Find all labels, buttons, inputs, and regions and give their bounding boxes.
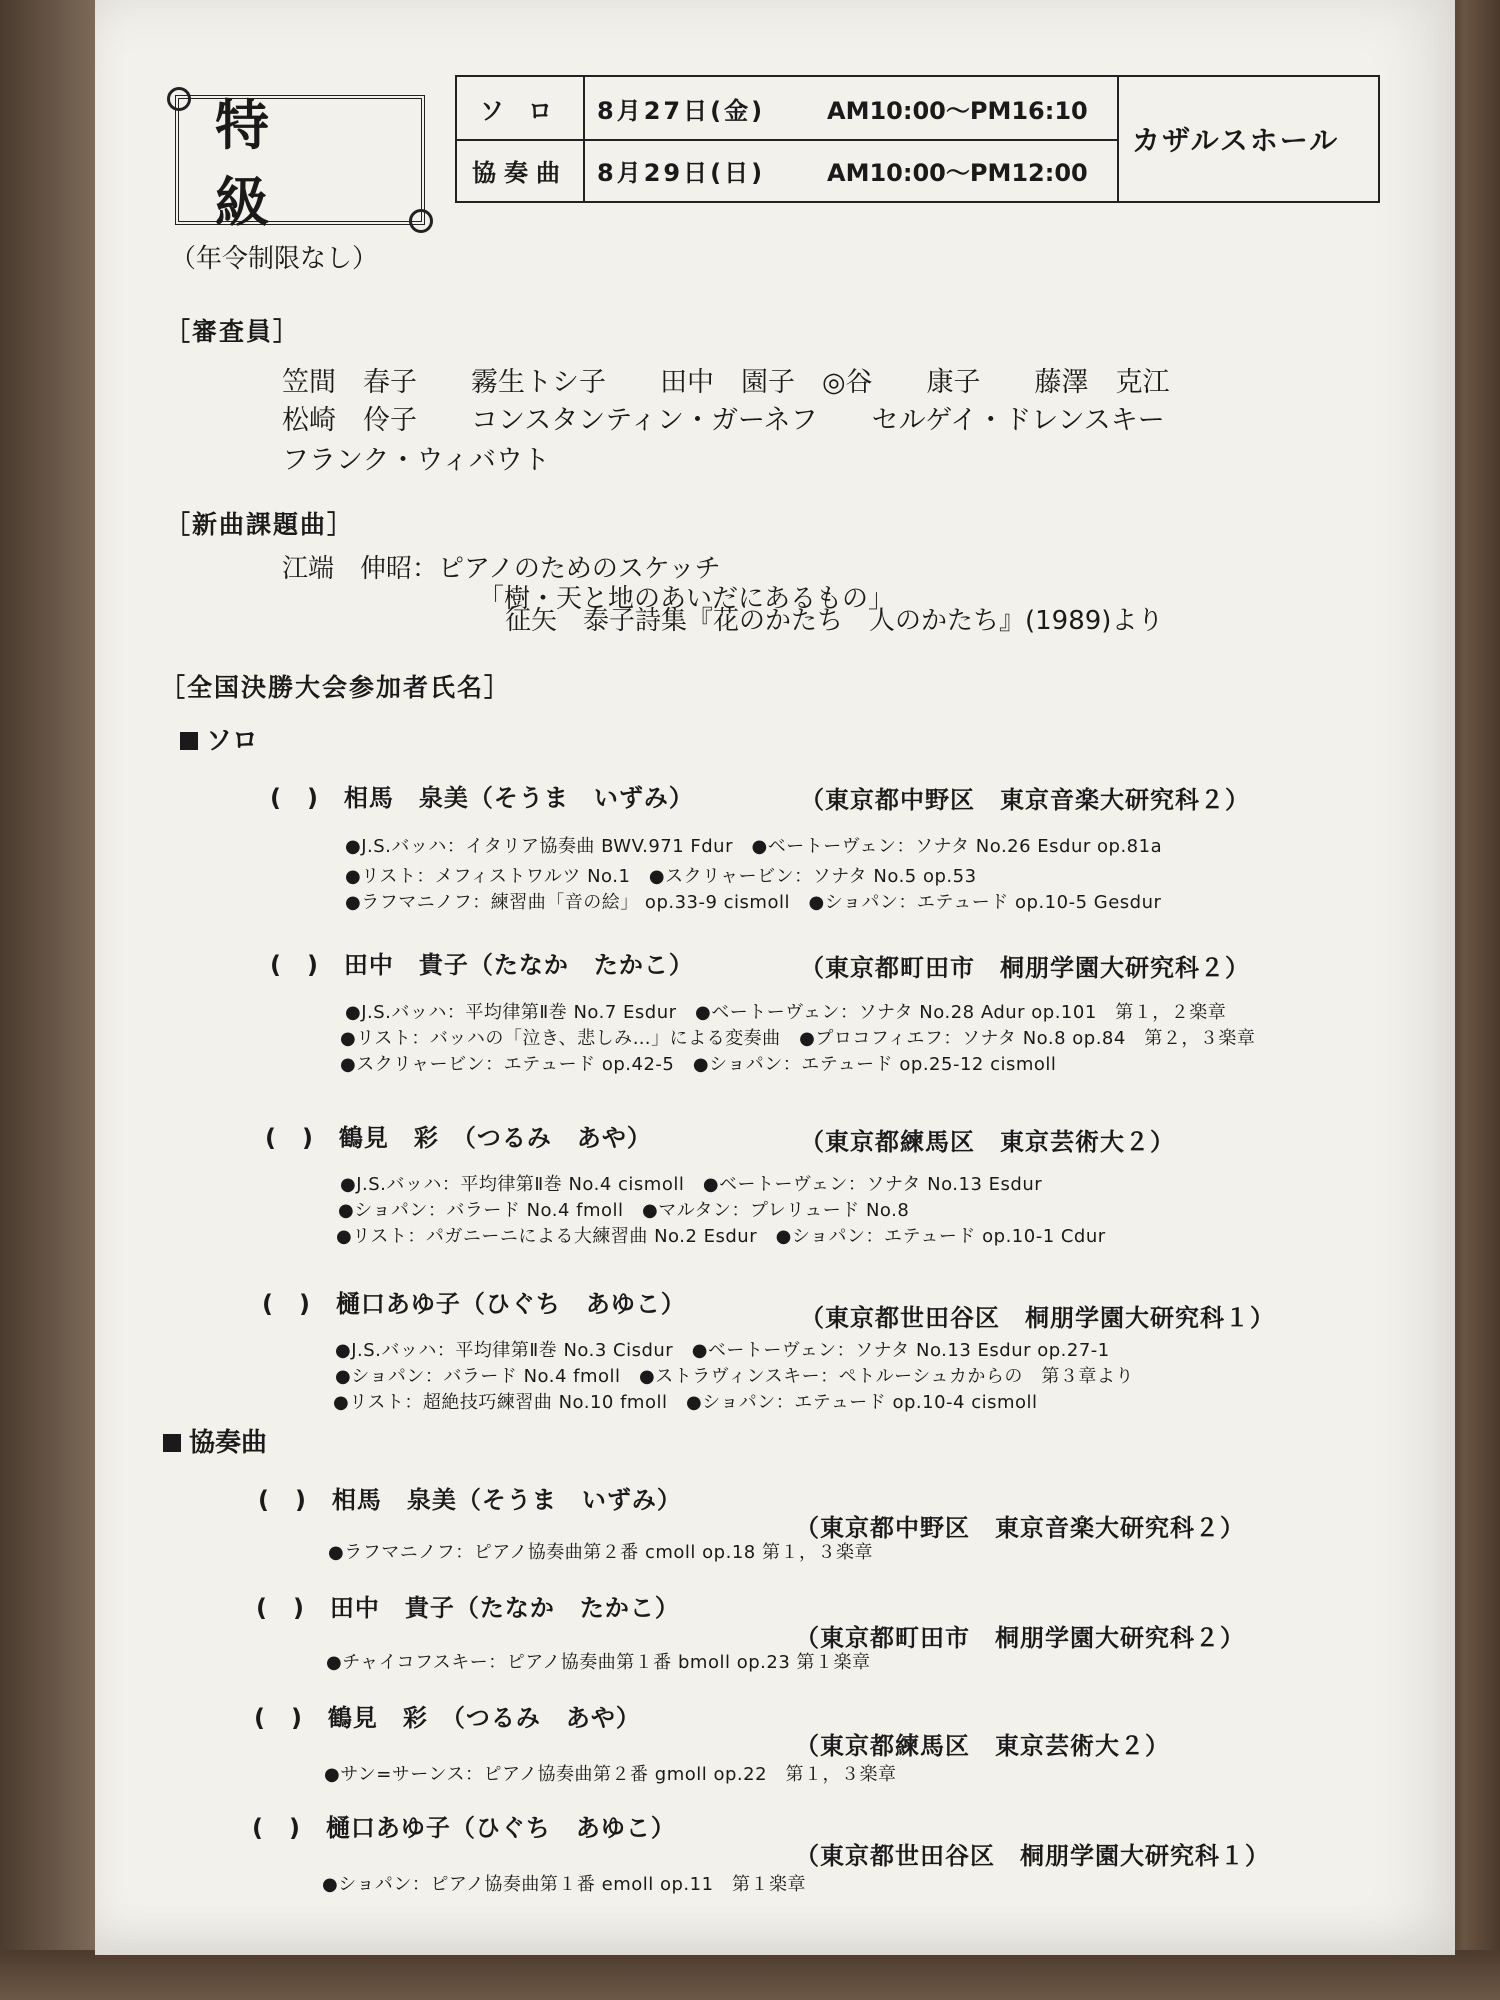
concerto-entry-name: ( ) 樋口あゆ子（ひぐち あゆこ） <box>252 1814 676 1842</box>
schedule-time: AM10:00〜PM16:10 <box>827 96 1088 125</box>
concerto-entry-name: ( ) 相馬 泉美（そうま いずみ） <box>258 1486 682 1514</box>
solo-entry-affil: （東京都町田市 桐朋学園大研究科２） <box>800 954 1250 982</box>
concerto-entry-affil: （東京都中野区 東京音楽大研究科２） <box>795 1514 1245 1542</box>
concerto-entry-piece: ●チャイコフスキー：ピアノ協奏曲第１番 bmoll op.23 第１楽章 <box>326 1652 871 1673</box>
participants-heading: ［全国決勝大会参加者氏名］ <box>160 673 512 702</box>
new-piece-line: 江端 伸昭：ピアノのためのスケッチ <box>282 554 721 584</box>
concerto-entry-name: ( ) 田中 貴子（たなか たかこ） <box>256 1594 680 1622</box>
judges-line: 松崎 伶子 コンスタンティン・ガーネフ セルゲイ・ドレンスキー <box>282 405 1165 436</box>
concerto-entry-piece: ●ショパン：ピアノ協奏曲第１番 emoll op.11 第１楽章 <box>322 1874 807 1895</box>
concerto-entry-affil: （東京都町田市 桐朋学園大研究科２） <box>795 1624 1245 1652</box>
age-note: （年令制限なし） <box>170 244 379 274</box>
solo-entry-piece: ●リスト：メフィストワルツ No.1 ●スクリャービン：ソナタ No.5 op.53 <box>345 866 977 887</box>
solo-entry-piece: ●ショパン：バラード No.4 fmoll ●ストラヴィンスキー：ペトルーシュカからの 第３章より <box>335 1366 1134 1387</box>
schedule-label: ソ ロ <box>457 77 585 139</box>
concerto-entry-piece: ●サン=サーンス：ピアノ協奏曲第２番 gmoll op.22 第１，３楽章 <box>324 1764 897 1785</box>
concerto-entry-name: ( ) 鶴見 彩 （つるみ あや） <box>254 1704 641 1732</box>
solo-entry-affil: （東京都中野区 東京音楽大研究科２） <box>800 786 1250 814</box>
solo-entry-affil: （東京都世田谷区 桐朋学園大研究科１） <box>800 1304 1275 1332</box>
solo-entry-piece: ●J.S.バッハ：平均律第Ⅱ巻 No.3 Cisdur ●ベートーヴェン：ソナタ No.13 Esdur op.27-1 <box>335 1340 1110 1361</box>
solo-entry-piece: ●ショパン：バラード No.4 fmoll ●マルタン：プレリュード No.8 <box>338 1200 910 1221</box>
solo-entry-name: ( ) 田中 貴子（たなか たかこ） <box>270 951 694 979</box>
schedule-time: AM10:00〜PM12:00 <box>827 158 1088 187</box>
schedule-row-concerto <box>457 139 1117 201</box>
background-left <box>0 0 95 2000</box>
concerto-heading: 協奏曲 <box>163 1422 267 1459</box>
schedule-date: 8月29日(日) <box>597 158 766 187</box>
new-piece-line: 「樹・天と地のあいだにあるもの」 <box>478 584 895 614</box>
concerto-entry-affil: （東京都練馬区 東京芸術大２） <box>795 1732 1170 1760</box>
new-piece-line: 征矢 泰子詩集『花のかたち 人のかたち』(1989)より <box>505 606 1164 636</box>
schedule-label: 協奏曲 <box>457 139 585 201</box>
background-wood-bottom <box>0 1950 1500 2000</box>
solo-entry-piece: ●リスト：バッハの「泣き、悲しみ…」による変奏曲 ●プロコフィエフ：ソナタ No.8 op.84 第２，３楽章 <box>340 1028 1256 1049</box>
schedule-divider <box>1117 77 1119 201</box>
new-piece-heading: ［新曲課題曲］ <box>165 510 355 539</box>
schedule-row-solo <box>457 77 1117 141</box>
solo-entry-name: ( ) 相馬 泉美（そうま いずみ） <box>270 784 694 812</box>
solo-entry-piece: ●J.S.バッハ：平均律第Ⅱ巻 No.7 Esdur ●ベートーヴェン：ソナタ No.28 Adur op.101 第１，２楽章 <box>345 1002 1227 1023</box>
venue: カザルスホール <box>1132 124 1340 157</box>
schedule-date: 8月27日(金) <box>597 96 766 125</box>
solo-entry-name: ( ) 鶴見 彩 （つるみ あや） <box>265 1124 652 1152</box>
schedule-table <box>455 75 1380 203</box>
solo-entry-piece: ●スクリャービン：エテュード op.42-5 ●ショパン：エテュード op.25-12 cismoll <box>340 1054 1057 1075</box>
concerto-entry-piece: ●ラフマニノフ：ピアノ協奏曲第２番 cmoll op.18 第１，３楽章 <box>328 1542 873 1563</box>
solo-entry-affil: （東京都練馬区 東京芸術大２） <box>800 1128 1175 1156</box>
judges-line: 笠間 春子 霧生トシ子 田中 園子 ◎谷 康子 藤澤 克江 <box>282 367 1170 398</box>
grade-title: 特 級 <box>215 93 395 234</box>
solo-entry-piece: ●リスト：パガニーニによる大練習曲 No.2 Esdur ●ショパン：エテュード op.10-1 Cdur <box>336 1226 1106 1247</box>
concerto-entry-affil: （東京都世田谷区 桐朋学園大研究科１） <box>795 1842 1270 1870</box>
solo-entry-piece: ●J.S.バッハ：平均律第Ⅱ巻 No.4 cismoll ●ベートーヴェン：ソナタ No.13 Esdur <box>340 1174 1043 1195</box>
judges-line: フランク・ウィバウト <box>282 445 550 476</box>
grade-title-box <box>175 93 425 234</box>
solo-entry-piece: ●J.S.バッハ：イタリア協奏曲 BWV.971 Fdur ●ベートーヴェン：ソナタ No.26 Esdur op.81a <box>345 836 1163 857</box>
judges-heading: ［審査員］ <box>165 317 301 346</box>
solo-entry-piece: ●リスト：超絶技巧練習曲 No.10 fmoll ●ショパン：エテュード op.10-4 cismoll <box>333 1392 1038 1413</box>
solo-entry-name: ( ) 樋口あゆ子（ひぐち あゆこ） <box>262 1290 686 1318</box>
solo-heading: ソロ <box>180 720 258 757</box>
solo-entry-piece: ●ラフマニノフ：練習曲「音の絵」 op.33-9 cismoll ●ショパン：エテュード op.10-5 Gesdur <box>345 892 1162 913</box>
